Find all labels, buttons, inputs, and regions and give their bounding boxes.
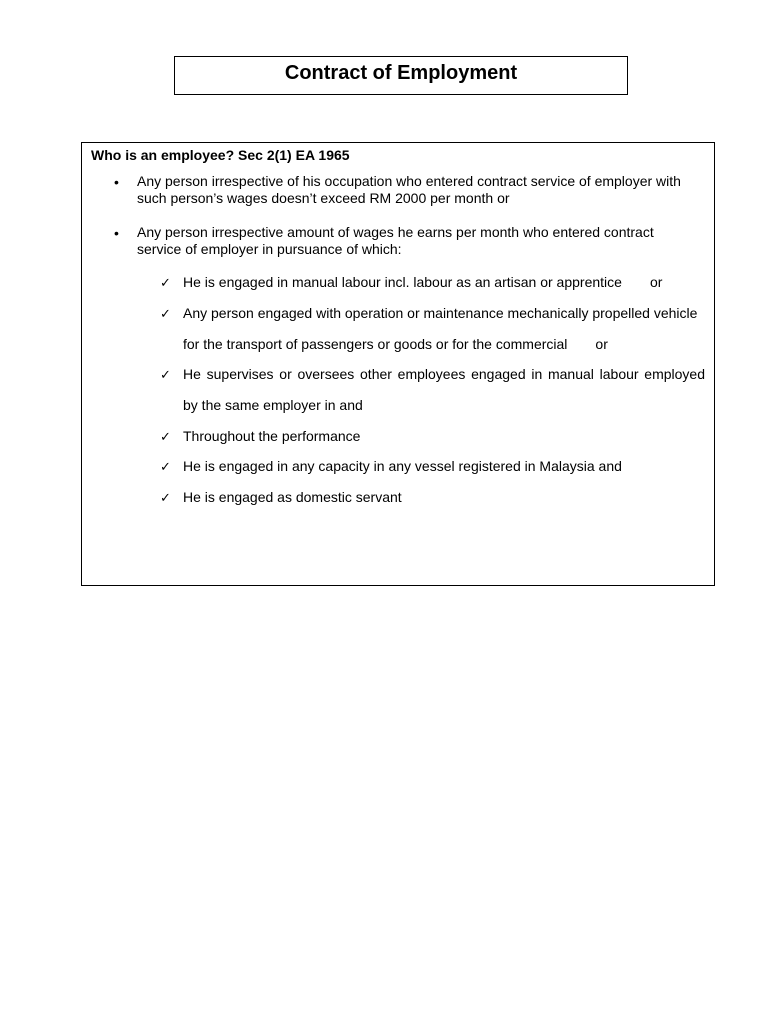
check-icon: ✓ — [160, 275, 171, 290]
section-heading: Who is an employee? Sec 2(1) EA 1965 — [91, 147, 350, 163]
bullet-item-suffix: or — [497, 190, 510, 206]
condition-text: Throughout the performance — [183, 428, 361, 444]
condition-text: He is engaged in any capacity in any vessel registered in Malaysia and — [183, 458, 622, 474]
check-icon: ✓ — [160, 490, 171, 505]
condition-item — [183, 451, 705, 482]
condition-text: He is engaged in manual labour incl. labour as an artisan or apprentice — [183, 274, 622, 290]
condition-item — [183, 359, 705, 421]
document-title: Contract of Employment — [284, 62, 518, 84]
check-icon: ✓ — [160, 459, 171, 474]
bullet-item-text: Any person irrespective amount of wages he earns per month who entered contract service of employer in pursuance of which: — [137, 224, 654, 257]
check-icon: ✓ — [160, 306, 171, 321]
condition-suffix: or — [595, 336, 608, 352]
bullet-marker: • — [114, 174, 119, 190]
condition-text: He is engaged as domestic servant — [183, 489, 402, 505]
bullet-item — [137, 224, 677, 258]
condition-item — [183, 421, 705, 452]
check-icon: ✓ — [160, 367, 171, 382]
condition-item — [183, 298, 705, 360]
definition-box — [81, 142, 715, 586]
condition-suffix: or — [649, 274, 663, 290]
condition-item — [183, 482, 705, 513]
condition-item — [183, 267, 705, 298]
title-box — [174, 56, 628, 95]
bullet-item-text: Any person irrespective of his occupation who entered contract service of employer with such person’s wages doesn’t exceed RM 2000 per month — [137, 173, 681, 206]
bullet-item — [137, 173, 697, 207]
condition-text: He supervises or oversees other employees engaged in manual labour employed by the same employer in and — [183, 366, 705, 413]
check-icon: ✓ — [160, 429, 171, 444]
bullet-marker: • — [114, 225, 119, 241]
condition-text: Any person engaged with operation or maintenance mechanically propelled vehicle for the transport of passengers or goods or for the commercial — [183, 305, 698, 352]
